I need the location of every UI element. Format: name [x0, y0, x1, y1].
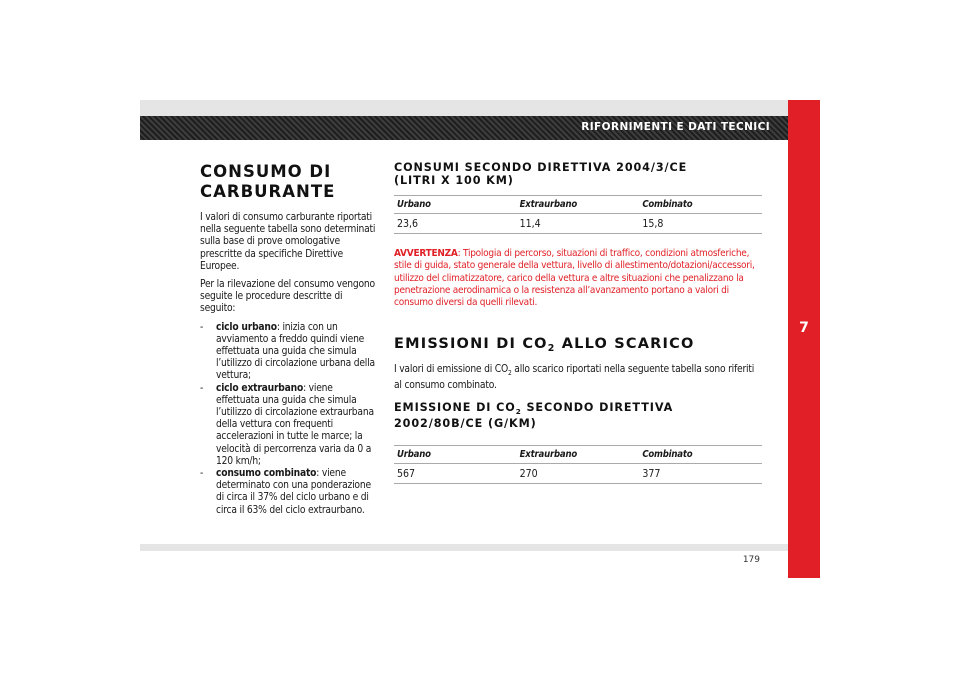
table-cell: 567	[394, 463, 517, 483]
definition-item: - ciclo extraurbano: viene effettuata una guida che simula l’utilizzo di circolazione extraurbana della vettura con frequenti accelerazioni in tutte le marce; la velocità di percorrenza varia da 0 a 120 km/h;	[200, 382, 374, 467]
table-cell: 270	[517, 463, 640, 483]
chapter-tab	[788, 100, 820, 578]
table-cell: 11,4	[517, 214, 640, 234]
column-header: Extraurbano	[517, 445, 640, 463]
warning-note: AVVERTENZA: Tipologia di percorso, situazioni di traffico, condizioni atmosferiche, stile di guida, stato generale della vettura, livello di allestimento/dotazioni/accessori, utilizzo del climatizzatore, carico della vettura e altre situazioni che penalizzano la penetrazione aerodinamica o la resistenza all’avanzamento portano a valori di consumo diversi da quelli rilevati.	[394, 248, 755, 309]
intro-paragraph: I valori di consumo carburante riportati nella seguente tabella sono determinati sulla base di prove omologative prescritte da specifiche Direttive Europee.	[200, 212, 376, 272]
table-cell: 377	[639, 463, 762, 483]
column-header: Urbano	[394, 445, 517, 463]
column-header: Combinato	[639, 445, 762, 463]
consumption-directive-heading: CONSUMI SECONDO DIRETTIVA 2004/3/CE (LITRI X 100 KM)	[394, 161, 688, 187]
procedure-intro: Per la rilevazione del consumo vengono seguite le procedure descritte di seguito:	[200, 279, 375, 315]
table-cell: 23,6	[394, 214, 517, 234]
top-strip	[140, 100, 790, 116]
definition-item: - consumo combinato: viene determinato con una ponderazione di circa il 37% del ciclo urbano e di circa il 63% del ciclo extraurbano.	[200, 468, 371, 516]
table-cell: 15,8	[639, 214, 762, 234]
emissions-heading: EMISSIONI DI $CO_2$ ALLO SCARICO	[394, 336, 695, 355]
consumption-table	[394, 195, 762, 234]
chapter-number: 7	[799, 320, 809, 336]
definition-term: ciclo urbano	[216, 321, 277, 333]
emissions-note: I valori di emissione di $CO_2$ allo scarico riportati nella seguente tabella sono riferiti al consumo combinato.	[394, 364, 755, 391]
section-title: RIFORNIMENTI E DATI TECNICI	[581, 121, 770, 133]
page-number: 179	[742, 555, 760, 565]
column-header: Combinato	[639, 196, 762, 214]
table-row	[394, 463, 762, 483]
section-header-bar	[140, 116, 788, 140]
left-column	[200, 162, 378, 517]
table-row	[394, 214, 762, 234]
definition-term: ciclo extraurbano	[216, 382, 304, 394]
table-header-row	[394, 445, 762, 463]
fuel-consumption-heading: CONSUMO DI CARBURANTE	[200, 162, 336, 201]
right-column	[394, 162, 762, 498]
warning-label: AVVERTENZA	[394, 248, 458, 259]
cycle-definitions	[200, 322, 378, 517]
bottom-strip	[140, 544, 788, 551]
column-header: Urbano	[394, 196, 517, 214]
column-header: Extraurbano	[517, 196, 640, 214]
table-header-row	[394, 196, 762, 214]
emission-table	[394, 445, 762, 484]
definition-item: - ciclo urbano: inizia con un avviamento a freddo quindi viene effettuata una guida che simula l’utilizzo di circolazione urbana della vettura;	[200, 321, 375, 382]
emission-directive-heading: EMISSIONE DI $CO_2$ SECONDO DIRETTIVA 2002/80B/CE (G/KM)	[394, 400, 674, 431]
definition-term: consumo combinato	[216, 468, 317, 480]
